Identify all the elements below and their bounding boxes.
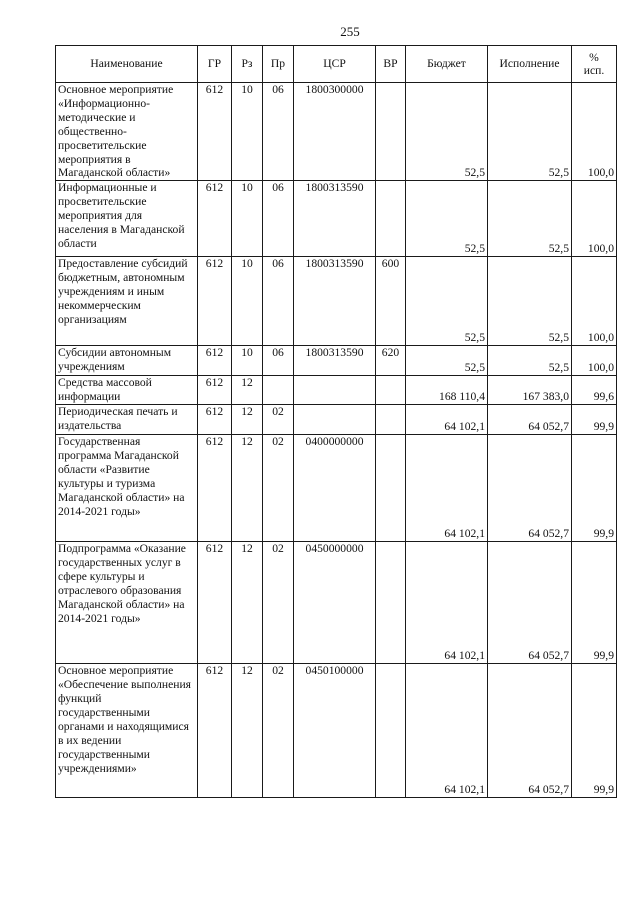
table-row — [56, 257, 617, 346]
row-vr: 620 — [376, 346, 406, 376]
row-gr: 612 — [198, 257, 232, 346]
row-name: Периодическая печать и издательства — [56, 405, 198, 435]
table-header-row — [56, 46, 617, 83]
row-percent: 100,0 — [572, 83, 617, 181]
row-csr: 0450000000 — [294, 542, 376, 664]
row-rz: 12 — [232, 435, 263, 542]
table-row — [56, 542, 617, 664]
row-execution: 167 383,0 — [488, 376, 572, 405]
row-budget: 64 102,1 — [406, 435, 488, 542]
row-vr — [376, 664, 406, 798]
row-vr — [376, 405, 406, 435]
row-rz: 12 — [232, 405, 263, 435]
header-vr: ВР — [376, 46, 406, 83]
page-number: 255 — [340, 24, 360, 39]
row-pr: 02 — [263, 664, 294, 798]
row-percent: 100,0 — [572, 181, 617, 257]
row-name: Предоставление субсидий бюджетным, автономным учреждениям и иным некоммерческим организациям — [56, 257, 198, 346]
row-percent: 99,9 — [572, 542, 617, 664]
row-rz: 12 — [232, 376, 263, 405]
row-execution: 64 052,7 — [488, 405, 572, 435]
header-budget: Бюджет — [406, 46, 488, 83]
row-budget: 168 110,4 — [406, 376, 488, 405]
row-name: Государственная программа Магаданской области «Развитие культуры и туризма Магаданской области» на 2014-2021 годы» — [56, 435, 198, 542]
row-execution: 52,5 — [488, 181, 572, 257]
header-csr: ЦСР — [294, 46, 376, 83]
row-budget: 64 102,1 — [406, 405, 488, 435]
row-rz: 10 — [232, 346, 263, 376]
row-csr: 1800313590 — [294, 257, 376, 346]
row-budget: 64 102,1 — [406, 542, 488, 664]
row-pr: 02 — [263, 542, 294, 664]
row-pr: 06 — [263, 181, 294, 257]
row-csr — [294, 405, 376, 435]
row-execution: 64 052,7 — [488, 542, 572, 664]
row-execution: 52,5 — [488, 257, 572, 346]
row-rz: 12 — [232, 664, 263, 798]
row-gr: 612 — [198, 83, 232, 181]
row-budget: 64 102,1 — [406, 664, 488, 798]
row-vr — [376, 376, 406, 405]
header-percent-sign: % — [589, 51, 599, 64]
row-pr: 06 — [263, 257, 294, 346]
row-budget: 52,5 — [406, 83, 488, 181]
row-csr: 1800313590 — [294, 346, 376, 376]
row-percent: 100,0 — [572, 257, 617, 346]
row-vr — [376, 542, 406, 664]
row-rz: 10 — [232, 257, 263, 346]
row-csr: 1800313590 — [294, 181, 376, 257]
row-gr: 612 — [198, 542, 232, 664]
header-percent — [572, 46, 617, 83]
header-name: Наименование — [56, 46, 198, 83]
row-name: Основное мероприятие «Информационно-методические и общественно-просветительские мероприятия в Магаданской области» — [56, 83, 198, 181]
row-gr: 612 — [198, 181, 232, 257]
table-row — [56, 83, 617, 181]
row-gr: 612 — [198, 346, 232, 376]
row-percent: 100,0 — [572, 346, 617, 376]
header-gr: ГР — [198, 46, 232, 83]
row-vr — [376, 181, 406, 257]
row-name: Основное мероприятие «Обеспечение выполнения функций государственными органами и находящимися в их ведении государственными учреждениями» — [56, 664, 198, 798]
table-row — [56, 376, 617, 405]
row-pr: 06 — [263, 83, 294, 181]
row-gr: 612 — [198, 405, 232, 435]
row-pr — [263, 376, 294, 405]
row-gr: 612 — [198, 435, 232, 542]
row-execution: 64 052,7 — [488, 435, 572, 542]
row-rz: 12 — [232, 542, 263, 664]
row-name: Подпрограмма «Оказание государственных услуг в сфере культуры и отраслевого образования Магаданской области» на 2014-2021 годы» — [56, 542, 198, 664]
row-rz: 10 — [232, 83, 263, 181]
row-vr — [376, 83, 406, 181]
row-pr: 02 — [263, 405, 294, 435]
header-pr: Пр — [263, 46, 294, 83]
table-row — [56, 346, 617, 376]
row-csr: 0450100000 — [294, 664, 376, 798]
table-row — [56, 435, 617, 542]
row-vr — [376, 435, 406, 542]
row-budget: 52,5 — [406, 257, 488, 346]
row-csr: 0400000000 — [294, 435, 376, 542]
row-name: Средства массовой информации — [56, 376, 198, 405]
header-percent-label: исп. — [583, 64, 605, 77]
row-rz: 10 — [232, 181, 263, 257]
table-row — [56, 181, 617, 257]
row-csr — [294, 376, 376, 405]
row-gr: 612 — [198, 664, 232, 798]
row-vr: 600 — [376, 257, 406, 346]
row-percent: 99,9 — [572, 405, 617, 435]
row-name: Субсидии автономным учреждениям — [56, 346, 198, 376]
row-pr: 02 — [263, 435, 294, 542]
table-row — [56, 405, 617, 435]
row-execution: 64 052,7 — [488, 664, 572, 798]
row-pr: 06 — [263, 346, 294, 376]
table-row — [56, 664, 617, 798]
row-percent: 99,6 — [572, 376, 617, 405]
row-name: Информационные и просветительские мероприятия для населения в Магаданской области — [56, 181, 198, 257]
row-budget: 52,5 — [406, 346, 488, 376]
row-budget: 52,5 — [406, 181, 488, 257]
header-rz: Рз — [232, 46, 263, 83]
budget-table — [55, 45, 617, 798]
header-execution: Исполнение — [488, 46, 572, 83]
row-execution: 52,5 — [488, 83, 572, 181]
row-gr: 612 — [198, 376, 232, 405]
row-execution: 52,5 — [488, 346, 572, 376]
row-csr: 1800300000 — [294, 83, 376, 181]
row-percent: 99,9 — [572, 664, 617, 798]
row-percent: 99,9 — [572, 435, 617, 542]
